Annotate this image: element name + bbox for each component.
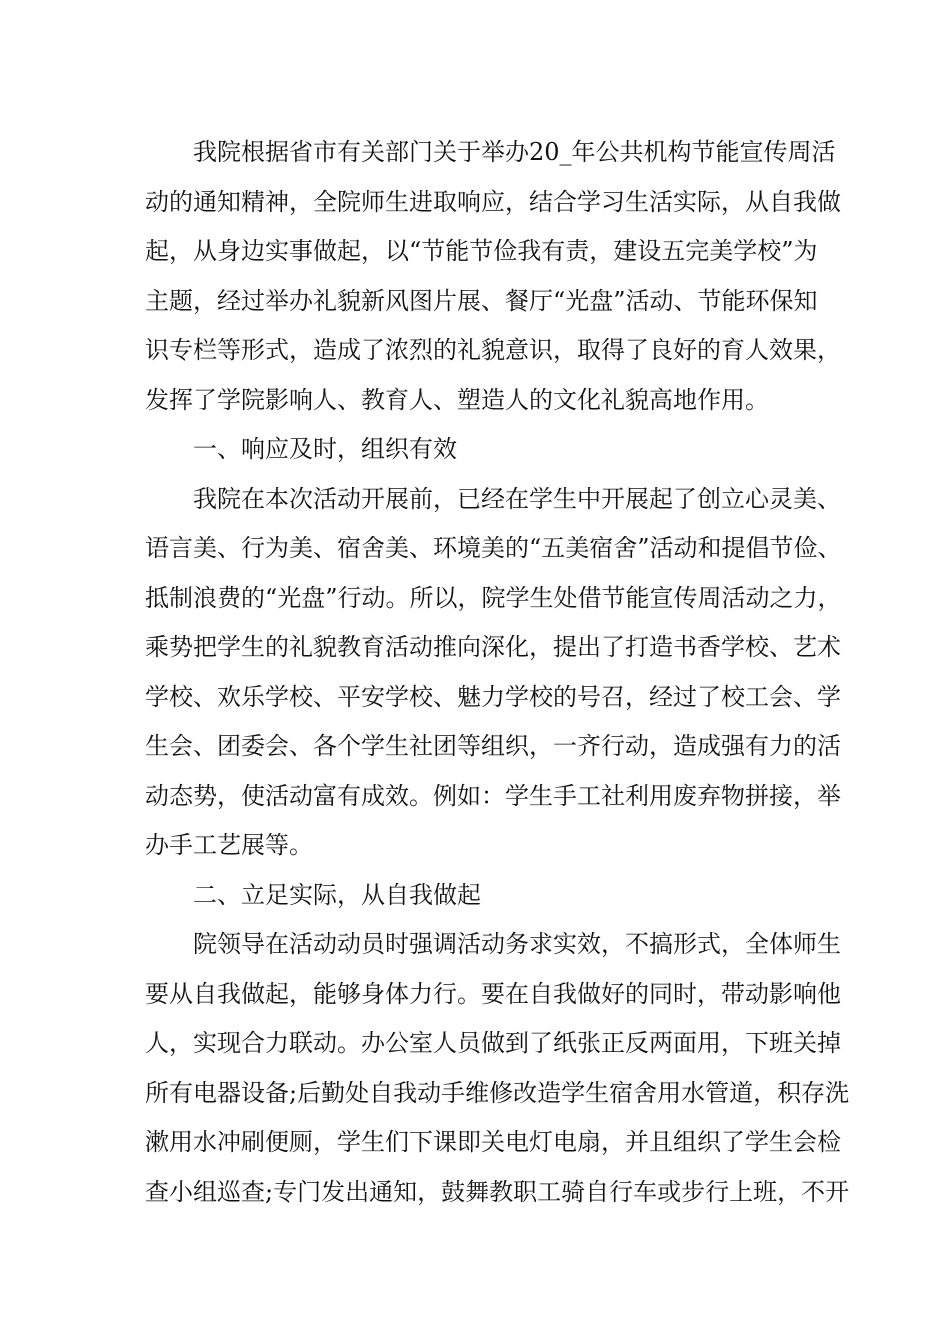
paragraph-line: 要从自我做起，能够身体力行。要在自我做好的同时，带动影响他 xyxy=(145,979,841,1008)
paragraph-line: 学校、欢乐学校、平安学校、魅力学校的号召，经过了校工会、学 xyxy=(145,682,841,711)
paragraph-line: 查小组巡查;专门发出通知，鼓舞教职工骑自行车或步行上班，不开 xyxy=(145,1177,850,1206)
section-heading: 一、响应及时，组织有效 xyxy=(193,435,457,463)
paragraph-line: 起，从身边实事做起，以“节能节俭我有责，建设五完美学校”为 xyxy=(145,237,818,265)
paragraph-line: 主题，经过举办礼貌新风图片展、餐厅“光盘”活动、节能环保知 xyxy=(145,286,818,315)
section-heading: 二、立足实际，从自我做起 xyxy=(193,880,481,909)
paragraph-line: 人，实现合力联动。办公室人员做到了纸张正反两面用，下班关掉 xyxy=(145,1029,841,1057)
paragraph-line: 所有电器设备;后勤处自我动手维修改造学生宿舍用水管道，积存洗 xyxy=(145,1078,850,1107)
paragraph-line: 动的通知精神，全院师生进取响应，结合学习生活实际，从自我做 xyxy=(145,187,841,216)
paragraph-line: 语言美、行为美、宿舍美、环境美的“五美宿舍”活动和提倡节俭、 xyxy=(145,534,842,562)
paragraph-line: 院领导在活动动员时强调活动务求实效，不搞形式，全体师生 xyxy=(193,930,841,958)
document-body xyxy=(145,128,850,1217)
paragraph-line: 我院在本次活动开展前，已经在学生中开展起了创立心灵美、 xyxy=(193,484,841,513)
paragraph-line: 发挥了学院影响人、教育人、塑造人的文化礼貌高地作用。 xyxy=(145,385,769,414)
paragraph-line: 办手工艺展等。 xyxy=(145,831,313,859)
paragraph-line: 生会、团委会、各个学生社团等组织，一齐行动，造成强有力的活 xyxy=(145,732,841,760)
paragraph-line: 我院根据省市有关部门关于举办20_年公共机构节能宣传周活 xyxy=(193,138,836,166)
paragraph-line: 乘势把学生的礼貌教育活动推向深化，提出了打造书香学校、艺术 xyxy=(145,633,841,661)
paragraph-line: 抵制浪费的“光盘”行动。所以，院学生处借节能宣传周活动之力， xyxy=(145,583,842,612)
paragraph-line: 识专栏等形式，造成了浓烈的礼貌意识，取得了良好的育人效果， xyxy=(145,336,841,364)
paragraph-line: 漱用水冲刷便厕，学生们下课即关电灯电扇，并且组织了学生会检 xyxy=(145,1128,841,1156)
paragraph-line: 动态势，使活动富有成效。例如：学生手工社利用废弃物拼接，举 xyxy=(145,781,841,810)
